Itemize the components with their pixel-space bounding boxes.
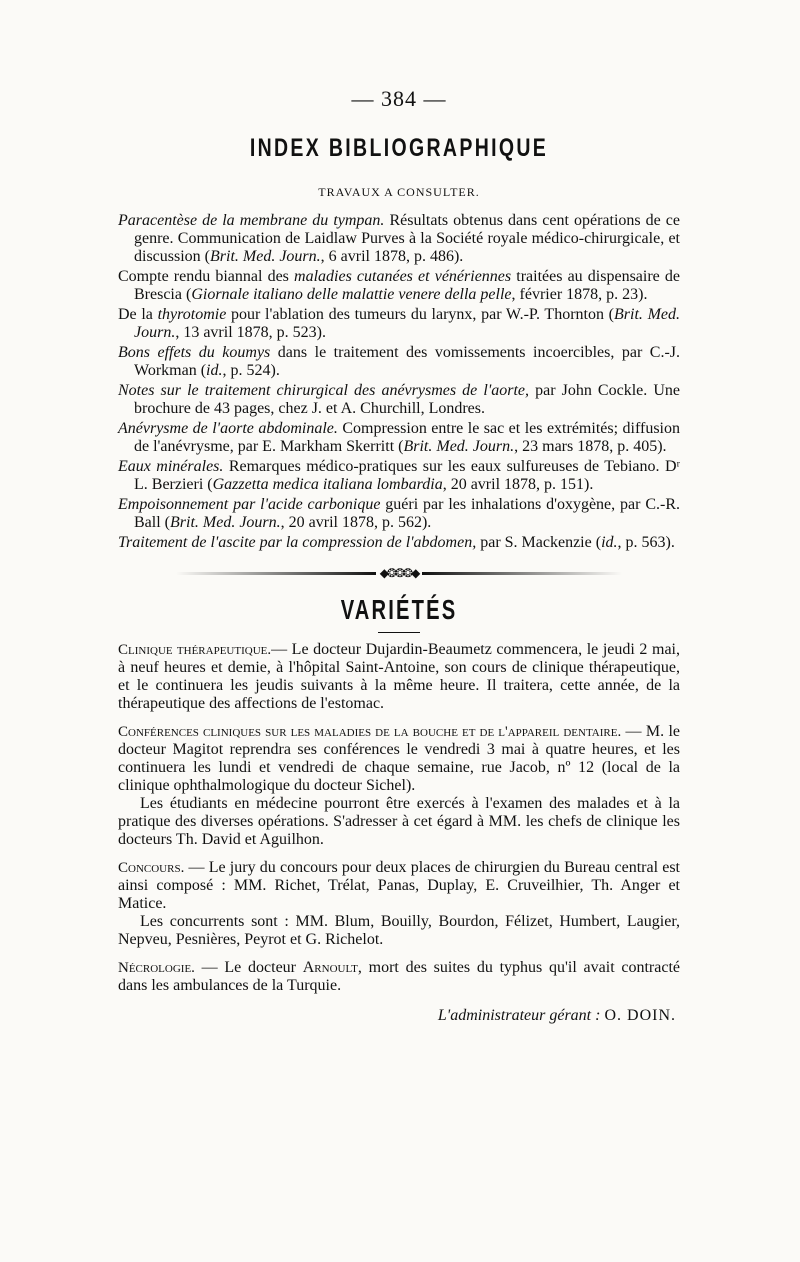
- entry-title: maladies cutanées et vénériennes: [294, 268, 512, 285]
- index-entry: [118, 382, 680, 418]
- entry-journal: Brit. Med. Journ.: [210, 248, 321, 265]
- entry-title: Traitement de l'ascite par la compression de l'abdomen,: [118, 534, 477, 551]
- news-lead: Clinique thérapeutique.: [118, 642, 272, 658]
- entry-tail: , p. 563).: [617, 534, 675, 551]
- entry-text: pour l'ablation des tumeurs du larynx, par W.-P. Thornton (: [226, 306, 614, 323]
- index-entry: [118, 420, 680, 456]
- entry-journal: Gazzetta medica italiana lombardia: [212, 476, 443, 493]
- entry-title: Bons effets du koumys: [118, 344, 271, 361]
- index-subtitle: TRAVAUX A CONSULTER.: [318, 185, 480, 199]
- news-followup: Les étudiants en médecine pourront être exercés à l'examen des malades et à la pratique des diverses opérations. S'adresser à cet égard à MM. les chefs de clinique les docteurs Th. David et Aguilhon.: [118, 795, 680, 848]
- entry-journal: Brit. Med. Journ.: [170, 514, 281, 531]
- entry-title: Notes sur le traitement chirurgical des anévrysmes de l'aorte,: [118, 382, 530, 399]
- news-item-necrologie: [118, 959, 680, 995]
- index-entry: [118, 496, 680, 532]
- entry-text: traitées au dispensaire de Brescia (: [134, 268, 681, 303]
- entry-tail: , 13 avril 1878, p. 523).: [175, 324, 326, 341]
- entry-text: Résultats obtenus dans cent opérations de ce genre. Communication de Laidlaw Purves à la Société royale médico-chirurgicale, et discussion (: [134, 212, 680, 265]
- entry-text: guéri par les inhalations d'oxygène, par C.-R. Ball (: [134, 496, 680, 531]
- news-lead: Conférences cliniques sur les maladies de la bouche et de l'appareil dentaire.: [118, 724, 622, 740]
- entry-journal: Brit. Med. Journ.: [134, 306, 681, 341]
- varietes-title: VARIÉTÉS: [340, 594, 458, 625]
- index-entry: [118, 306, 680, 342]
- entry-pre: De la: [118, 306, 158, 323]
- news-item-concours: [118, 859, 680, 913]
- entry-title: thyrotomie: [157, 306, 227, 323]
- news-text-pre: — Le docteur: [194, 959, 303, 976]
- index-entry: [118, 212, 680, 266]
- news-text: — Le jury du concours pour deux places de chirurgien du Bureau central est ainsi composé : MM. Richet, Trélat, Panas, Duplay, E. Cruveilhier, Th. Anger et Matice.: [118, 859, 680, 912]
- news-lead: Concours.: [118, 860, 185, 876]
- entry-text: Remarques médico-pratiques sur les eaux sulfureuses de Tebiano. Dʳ L. Berzieri (: [134, 458, 680, 493]
- index-entry: [118, 344, 680, 380]
- news-item-conferences: [118, 723, 680, 795]
- news-followup: Les concurrents sont : MM. Blum, Bouilly, Bourdon, Félizet, Humbert, Laugier, Nepveu, Pesnières, Peyrot et G. Richelot.: [118, 913, 680, 948]
- short-divider: [378, 632, 420, 633]
- entry-title: Empoisonnement par l'acide carbonique: [118, 496, 381, 513]
- entry-text: Compression entre le sac et les extrémités; diffusion de l'anévrysme, par E. Markham Skerritt (: [134, 420, 680, 455]
- entry-tail: , p. 524).: [222, 362, 280, 379]
- ornamental-divider: [118, 566, 680, 580]
- entry-journal: Giornale italiano delle malattie venere della pelle: [191, 286, 512, 303]
- index-entry: [118, 458, 680, 494]
- entry-tail: , 20 avril 1878, p. 151).: [442, 476, 594, 493]
- news-text: — Le docteur Dujardin-Beaumetz commencera, le jeudi 2 mai, à neuf heures et demie, à l'hôpital Saint-Antoine, son cours de clinique thérapeutique, et le continuera les jeudis suivants à la même heure. Il traitera, cette année, de la thérapeutique des affections de l'estomac.: [118, 641, 680, 712]
- signature-label: L'administrateur gérant :: [437, 1007, 601, 1024]
- entry-tail: , février 1878, p. 23).: [511, 286, 648, 303]
- entry-title: Paracentèse de la membrane du tympan.: [118, 212, 385, 229]
- index-entries: [118, 212, 680, 552]
- entry-journal: id.: [206, 362, 223, 379]
- news-text: — M. le docteur Magitot reprendra ses conférences le vendredi 3 mai à quatre heures, et les continuera les lundi et vendredi de chaque semaine, rue Jacob, nº 12 (local de la clinique ophthalmologique du docteur Sichel).: [118, 723, 680, 794]
- entry-title: Anévrysme de l'aorte abdominale.: [118, 420, 338, 437]
- signature-name: O. DOIN.: [604, 1007, 676, 1024]
- entry-pre: Compte rendu biannal des: [118, 268, 295, 285]
- news-item-clinique: [118, 641, 680, 713]
- index-entry: [118, 268, 680, 304]
- news-lead: Nécrologie.: [118, 960, 195, 976]
- page-number: — 384 —: [351, 86, 447, 111]
- index-entry: [118, 534, 680, 552]
- entry-journal: Brit. Med. Journ.: [403, 438, 515, 455]
- ornament-icon: ◆❂❂❂◆: [379, 566, 419, 580]
- entry-tail: , 6 avril 1878, p. 486).: [320, 248, 464, 265]
- entry-text: dans le traitement des vomissements incoercibles, par C.-J. Workman (: [134, 344, 681, 379]
- entry-tail: , 23 mars 1878, p. 405).: [514, 438, 667, 455]
- divider-rule-right: [422, 572, 622, 575]
- deceased-name: Arnoult: [302, 959, 358, 976]
- entry-text: par John Cockle. Une brochure de 43 pages, chez J. et A. Churchill, Londres.: [134, 382, 680, 417]
- entry-journal: id.: [601, 534, 618, 551]
- index-title: INDEX BIBLIOGRAPHIQUE: [249, 134, 549, 162]
- entry-tail: , 20 avril 1878, p. 562).: [280, 514, 432, 531]
- news-text: , mort des suites du typhus qu'il avait contracté dans les ambulances de la Turquie.: [118, 959, 680, 994]
- divider-rule-left: [176, 572, 376, 575]
- signature: [118, 1007, 676, 1025]
- entry-text: par S. Mackenzie (: [476, 534, 602, 551]
- entry-title: Eaux minérales.: [118, 458, 224, 475]
